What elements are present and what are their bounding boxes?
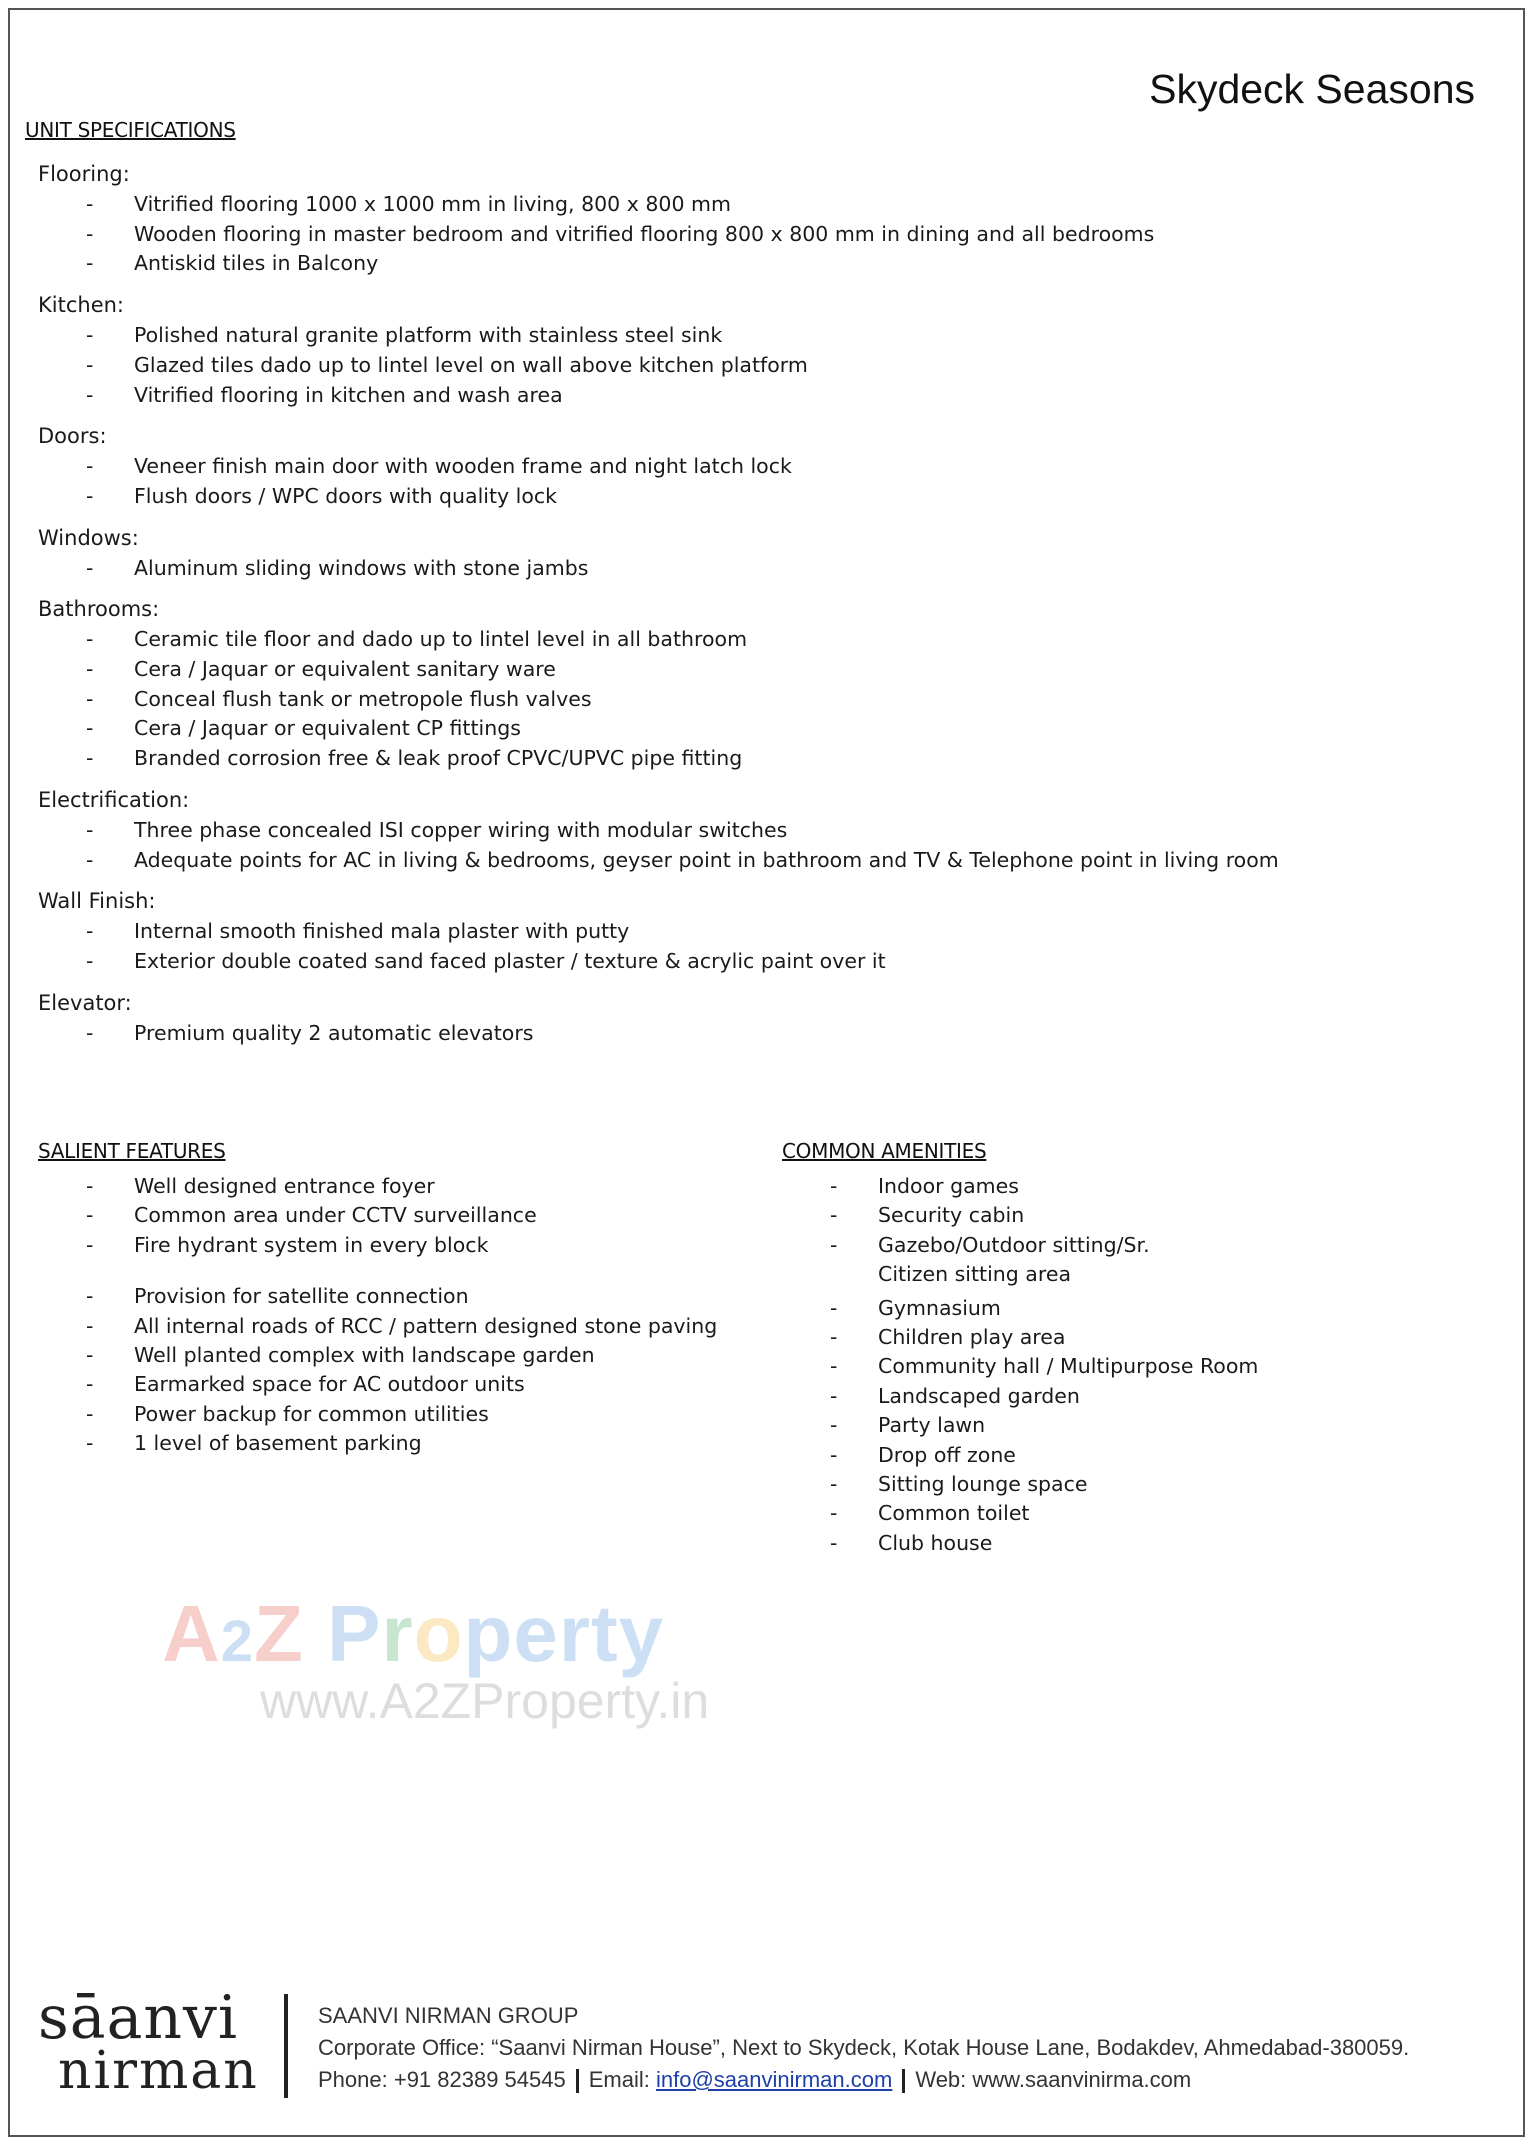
unit-specifications-heading: UNIT SPECIFICATIONS — [25, 118, 236, 142]
list-item: - Branded corrosion free & leak proof CPVC/UPVC pipe fitting — [38, 744, 1438, 774]
web: Web: www.saanvinirma.com — [915, 2067, 1192, 2092]
separator — [576, 2069, 579, 2093]
watermark — [162, 1588, 709, 1730]
contact-info — [318, 2000, 1409, 2096]
list-item: - Children play area — [782, 1323, 1342, 1352]
list-item: - Indoor games — [782, 1172, 1342, 1201]
spec-category — [38, 424, 1438, 511]
office-address: Corporate Office: “Saanvi Nirman House”, Next to Skydeck, Kotak House Lane, Bodakdev, Ahmedabad-380059. — [318, 2035, 1410, 2060]
category-title: Bathrooms: — [38, 597, 160, 622]
list-item: - Common area under CCTV surveillance — [38, 1201, 738, 1230]
phone: Phone: +91 82389 54545 — [318, 2067, 566, 2092]
list-item: - Fire hydrant system in every block — [38, 1231, 738, 1260]
salient-features-heading: SALIENT FEATURES — [38, 1139, 226, 1163]
contact-line — [318, 2064, 1409, 2096]
list-item: - Wooden flooring in master bedroom and vitrified flooring 800 x 800 mm in dining and all bedrooms — [38, 220, 1438, 250]
spec-category — [38, 991, 1438, 1049]
category-title: Wall Finish: — [38, 889, 156, 914]
list-item: - Well designed entrance foyer — [38, 1172, 738, 1201]
spec-category — [38, 293, 1438, 410]
spec-category — [38, 597, 1438, 774]
list-item: - Well planted complex with landscape garden — [38, 1341, 738, 1370]
list-item: - Veneer finish main door with wooden frame and night latch lock — [38, 452, 1438, 482]
list-item: - Ceramic tile floor and dado up to lintel level in all bathroom — [38, 625, 1438, 655]
category-title: Electrification: — [38, 787, 190, 812]
list-item: - Aluminum sliding windows with stone jambs — [38, 554, 1438, 584]
list-item: - Adequate points for AC in living & bedrooms, geyser point in bathroom and TV & Telephone point in living room — [38, 846, 1438, 876]
list-item: - Drop off zone — [782, 1441, 1342, 1470]
list-item: - Gazebo/Outdoor sitting/Sr. Citizen sitting area — [782, 1231, 1342, 1290]
email-link[interactable]: info@saanvinirman.com — [656, 2067, 893, 2092]
list-item: - Cera / Jaquar or equivalent sanitary ware — [38, 655, 1438, 685]
category-title: Elevator: — [38, 990, 132, 1015]
list-item: - Flush doors / WPC doors with quality lock — [38, 482, 1438, 512]
list-item: - All internal roads of RCC / pattern designed stone paving — [38, 1312, 738, 1341]
spec-category — [38, 526, 1438, 584]
list-item: - Vitrified flooring 1000 x 1000 mm in living, 800 x 800 mm — [38, 190, 1438, 220]
list-item: - Sitting lounge space — [782, 1470, 1342, 1499]
list-item: - Power backup for common utilities — [38, 1400, 738, 1429]
list-item: - 1 level of basement parking — [38, 1429, 738, 1458]
list-item: - Premium quality 2 automatic elevators — [38, 1019, 1438, 1049]
category-title: Flooring: — [38, 162, 130, 186]
separator — [902, 2069, 905, 2093]
common-amenities-heading: COMMON AMENITIES — [782, 1139, 987, 1163]
watermark-url: www.A2ZProperty.in — [260, 1673, 710, 1729]
unit-specifications — [38, 162, 1438, 1062]
list-item: - Party lawn — [782, 1411, 1342, 1440]
footer — [38, 1983, 1498, 2101]
list-item: - Security cabin — [782, 1201, 1342, 1230]
spec-category — [38, 788, 1438, 875]
email-label: Email: — [588, 2067, 656, 2092]
list-item: - Exterior double coated sand faced plaster / texture & acrylic paint over it — [38, 947, 1438, 977]
company-logo: sāanvi nirman — [38, 1983, 259, 2101]
list-item: - Cera / Jaquar or equivalent CP fittings — [38, 714, 1438, 744]
list-item: - Community hall / Multipurpose Room — [782, 1352, 1342, 1381]
list-item: - Three phase concealed ISI copper wiring with modular switches — [38, 816, 1438, 846]
list-item: - Landscaped garden — [782, 1382, 1342, 1411]
list-item: - Conceal flush tank or metropole flush valves — [38, 685, 1438, 715]
spec-category — [38, 162, 1438, 279]
list-item: - Club house — [782, 1529, 1342, 1558]
list-item: - Common toilet — [782, 1499, 1342, 1528]
footer-divider — [284, 1994, 288, 2098]
list-item: - Internal smooth finished mala plaster with putty — [38, 917, 1438, 947]
common-amenities — [782, 1172, 1342, 1558]
list-item: - Glazed tiles dado up to lintel level on wall above kitchen platform — [38, 351, 1438, 381]
category-title: Kitchen: — [38, 293, 124, 318]
list-item: - Provision for satellite connection — [38, 1282, 738, 1311]
list-item: - Earmarked space for AC outdoor units — [38, 1370, 738, 1399]
list-item: - Gymnasium — [782, 1294, 1342, 1323]
spec-category — [38, 889, 1438, 976]
company-name: SAANVI NIRMAN GROUP — [318, 2003, 579, 2028]
category-title: Doors: — [38, 424, 107, 449]
page-title: Skydeck Seasons — [1149, 66, 1475, 112]
list-item: - Polished natural granite platform with stainless steel sink — [38, 321, 1438, 351]
list-item: - Antiskid tiles in Balcony — [38, 249, 1438, 279]
watermark-logo: A2Z Property — [162, 1589, 665, 1678]
salient-features — [38, 1172, 738, 1459]
list-item: - Vitrified flooring in kitchen and wash area — [38, 381, 1438, 411]
category-title: Windows: — [38, 525, 139, 550]
